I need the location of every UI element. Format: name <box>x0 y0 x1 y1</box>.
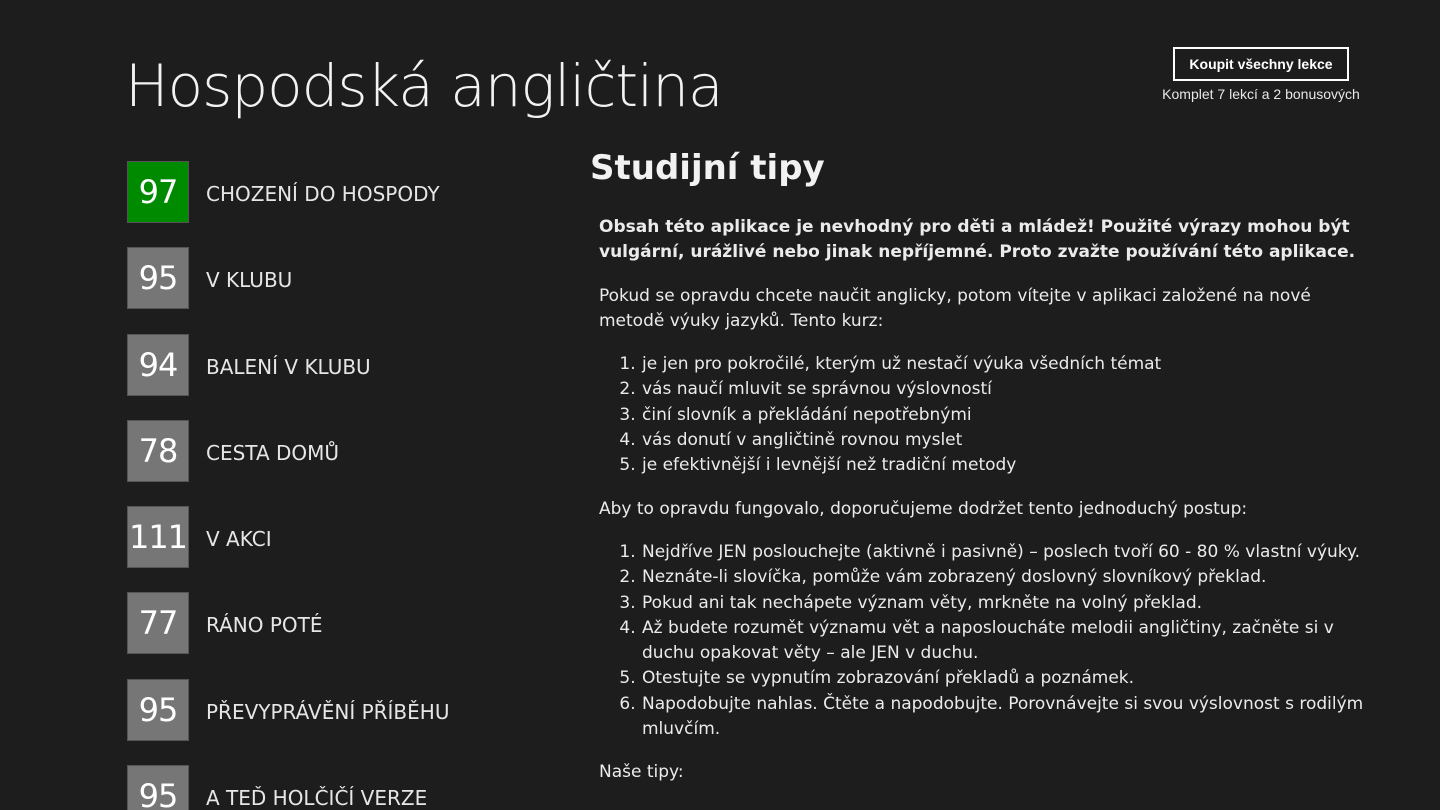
list-item: 4. Až budete rozumět významu vět a naposloucháte melodii angličtiny, začněte si v duchu opakovat věty – ale JEN v duchu. <box>641 616 1380 667</box>
study-tips-panel <box>590 145 1380 804</box>
list-item: 1. Nejdříve JEN poslouchejte (aktivně i pasivně) – poslech tvoří 60 - 80 % vlastní výuky. <box>641 540 1380 565</box>
page-title: Hospodská angličtina <box>125 52 723 120</box>
lesson-name: V AKCI <box>206 527 272 552</box>
lesson-score-tile: 95 <box>127 679 189 741</box>
lesson-name: V KLUBU <box>206 268 293 293</box>
list-item: 2. Neznáte-li slovíčka, pomůže vám zobrazený doslovný slovníkový překlad. <box>641 565 1380 590</box>
intro-paragraph: Pokud se opravdu chcete naučit anglicky, potom vítejte v aplikaci založené na nové metodě výuky jazyků. Tento kurz: <box>599 285 1311 331</box>
list-item: 5. je efektivnější i levnější než tradiční metody <box>641 453 1380 478</box>
lesson-item[interactable] <box>127 420 547 482</box>
lesson-item[interactable] <box>127 334 547 396</box>
content-warning: Obsah této aplikace je nevhodný pro děti a mládež! Použité výrazy mohou být vulgární, urážlivé nebo jinak nepříjemné. Proto zvažte používání této aplikace. <box>599 217 1356 263</box>
lesson-name: CHOZENÍ DO HOSPODY <box>206 182 440 206</box>
procedure-intro: Aby to opravdu fungovalo, doporučujeme dodržet tento jednoduchý postup: <box>599 498 1248 519</box>
list-item: 5. Otestujte se vypnutím zobrazování překladů a poznámek. <box>641 666 1380 691</box>
lesson-name: RÁNO POTÉ <box>206 613 323 638</box>
lesson-item[interactable] <box>127 679 547 741</box>
lesson-item[interactable] <box>127 247 547 309</box>
section-title: Studijní tipy <box>590 148 825 188</box>
list-item: 6. Napodobujte nahlas. Čtěte a napodobujte. Porovnávejte si svou výslovnost s rodilým mluvčím. <box>641 692 1380 743</box>
buy-panel <box>1146 47 1376 102</box>
lesson-item[interactable] <box>127 506 547 568</box>
lesson-name: BALENÍ V KLUBU <box>206 354 371 379</box>
lesson-item[interactable] <box>127 592 547 654</box>
lesson-score-tile: 111 <box>127 506 189 568</box>
our-tips-heading: Naše tipy: <box>599 762 684 783</box>
tips-body <box>590 215 1380 786</box>
lesson-score-tile: 78 <box>127 420 189 482</box>
list-item: 3. Pokud ani tak nechápete význam věty, mrkněte na volný překlad. <box>641 591 1380 616</box>
list-item: 4. vás donutí v angličtině rovnou myslet <box>641 428 1380 453</box>
lesson-score-tile: 94 <box>127 334 189 396</box>
list-item: 2. vás naučí mluvit se správnou výslovností <box>641 377 1380 402</box>
lesson-list <box>127 161 547 810</box>
lesson-score-tile: 95 <box>127 247 189 309</box>
lesson-score-tile: 97 <box>127 161 189 223</box>
list-item: 3. činí slovník a překládání nepotřebnými <box>641 403 1380 428</box>
buy-subtitle: Komplet 7 lekcí a 2 bonusových <box>1162 86 1360 102</box>
lesson-item[interactable] <box>127 161 547 223</box>
list-item: 1. je jen pro pokročilé, kterým už nestačí výuka všedních témat <box>641 352 1380 377</box>
procedure-steps-list <box>599 540 1380 742</box>
course-points-list <box>599 352 1380 478</box>
lesson-score-tile: 77 <box>127 592 189 654</box>
lesson-score-tile: 95 <box>127 765 189 810</box>
lesson-name: PŘEVYPRÁVĚNÍ PŘÍBĚHU <box>206 699 450 724</box>
lesson-item[interactable] <box>127 765 547 810</box>
buy-all-lessons-button[interactable]: Koupit všechny lekce <box>1173 47 1349 81</box>
lesson-name: A TEĎ HOLČIČÍ VERZE <box>206 786 428 810</box>
lesson-name: CESTA DOMŮ <box>206 440 340 465</box>
